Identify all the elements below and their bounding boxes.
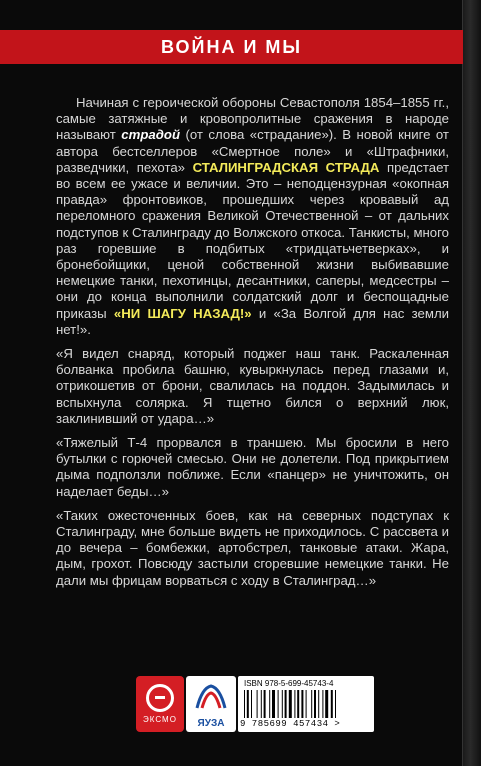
book-spine [462, 0, 481, 766]
intro-part-e: предстает во всем ее ужасе и величии. Это – неподцензурная «окопная правда» фронтовиков, прошедших через кровавый ад переломного сражения Великой Отечественной – от дальних подступов к Сталинграду до Волжского откоса. Танкисты, много раз горевшие в подбитых «тридцатьчетверках», и бронебойщики, ценой собственной жизни выбивавшие немецкие танки, пехотинцы, десантники, саперы, медсестры – они до конца выполнили солдатский долг и беспощадные приказы [56, 159, 450, 321]
intro-part-g: и «За Волгой для нас земли нет!». [56, 305, 450, 337]
intro-part-c: (от слова «страдание»). В новой книге от автора бестселлеров «Смертное поле» и «Штрафники, разведчики, пехота» [56, 127, 449, 175]
series-banner [0, 30, 463, 64]
blurb-text [56, 95, 449, 597]
eksmo-mark-icon [146, 684, 174, 712]
ean-number: 9 785699 457434 > [240, 719, 341, 729]
yauza-logo [186, 676, 236, 732]
eksmo-label: ЭКСМО [143, 715, 177, 724]
series-title: ВОЙНА И МЫ [160, 36, 303, 57]
yauza-wave-icon [194, 682, 228, 712]
barcode-bars-icon [244, 690, 368, 718]
quote-3: «Таких ожесточенных боев, как на северных подступах к Сталинграду, мне больше видеть не приходилось. С рассвета и до вечера – бомбежки, артобстрел, танковые атаки. Жара, дым, грохот. Повсюду застыли сгоревшие немецкие танки. Не дали мы фрицам ворваться с ходу в Сталинград…» [56, 507, 449, 588]
isbn-label: ISBN 978-5-699-45743-4 [244, 679, 334, 688]
order-highlight: «НИ ШАГУ НАЗАД!» [113, 305, 252, 321]
intro-paragraph [56, 95, 449, 338]
intro-emphasis-strada: страдой [121, 127, 180, 143]
quote-1: «Я видел снаряд, который поджег наш танк. Раскаленная болванка пробила башню, кувыркнулась перед глазами и, отрикошетив от брони, свалилась на поддон. Задымилась и вспыхнула солярка. Я тщетно бился о верхний люк, заклинивший от удара…» [56, 346, 449, 426]
intro-part-a: Начиная с героической обороны Севастополя 1854–1855 гг., самые затяжные и кровопролитные сражения в народе называют [56, 95, 449, 143]
barcode [238, 676, 374, 732]
book-title-highlight: СТАЛИНГРАДСКАЯ СТРАДА [192, 159, 380, 175]
eksmo-logo [136, 676, 184, 732]
yauza-label: ЯУЗА [197, 718, 225, 729]
quote-2: «Тяжелый Т-4 прорвался в траншею. Мы бросили в него бутылки с горючей смесью. Они не долетели. Под прикрытием дыма подползли поближе. Если «панцер» не уничтожить, он наделает беды…» [56, 435, 449, 499]
